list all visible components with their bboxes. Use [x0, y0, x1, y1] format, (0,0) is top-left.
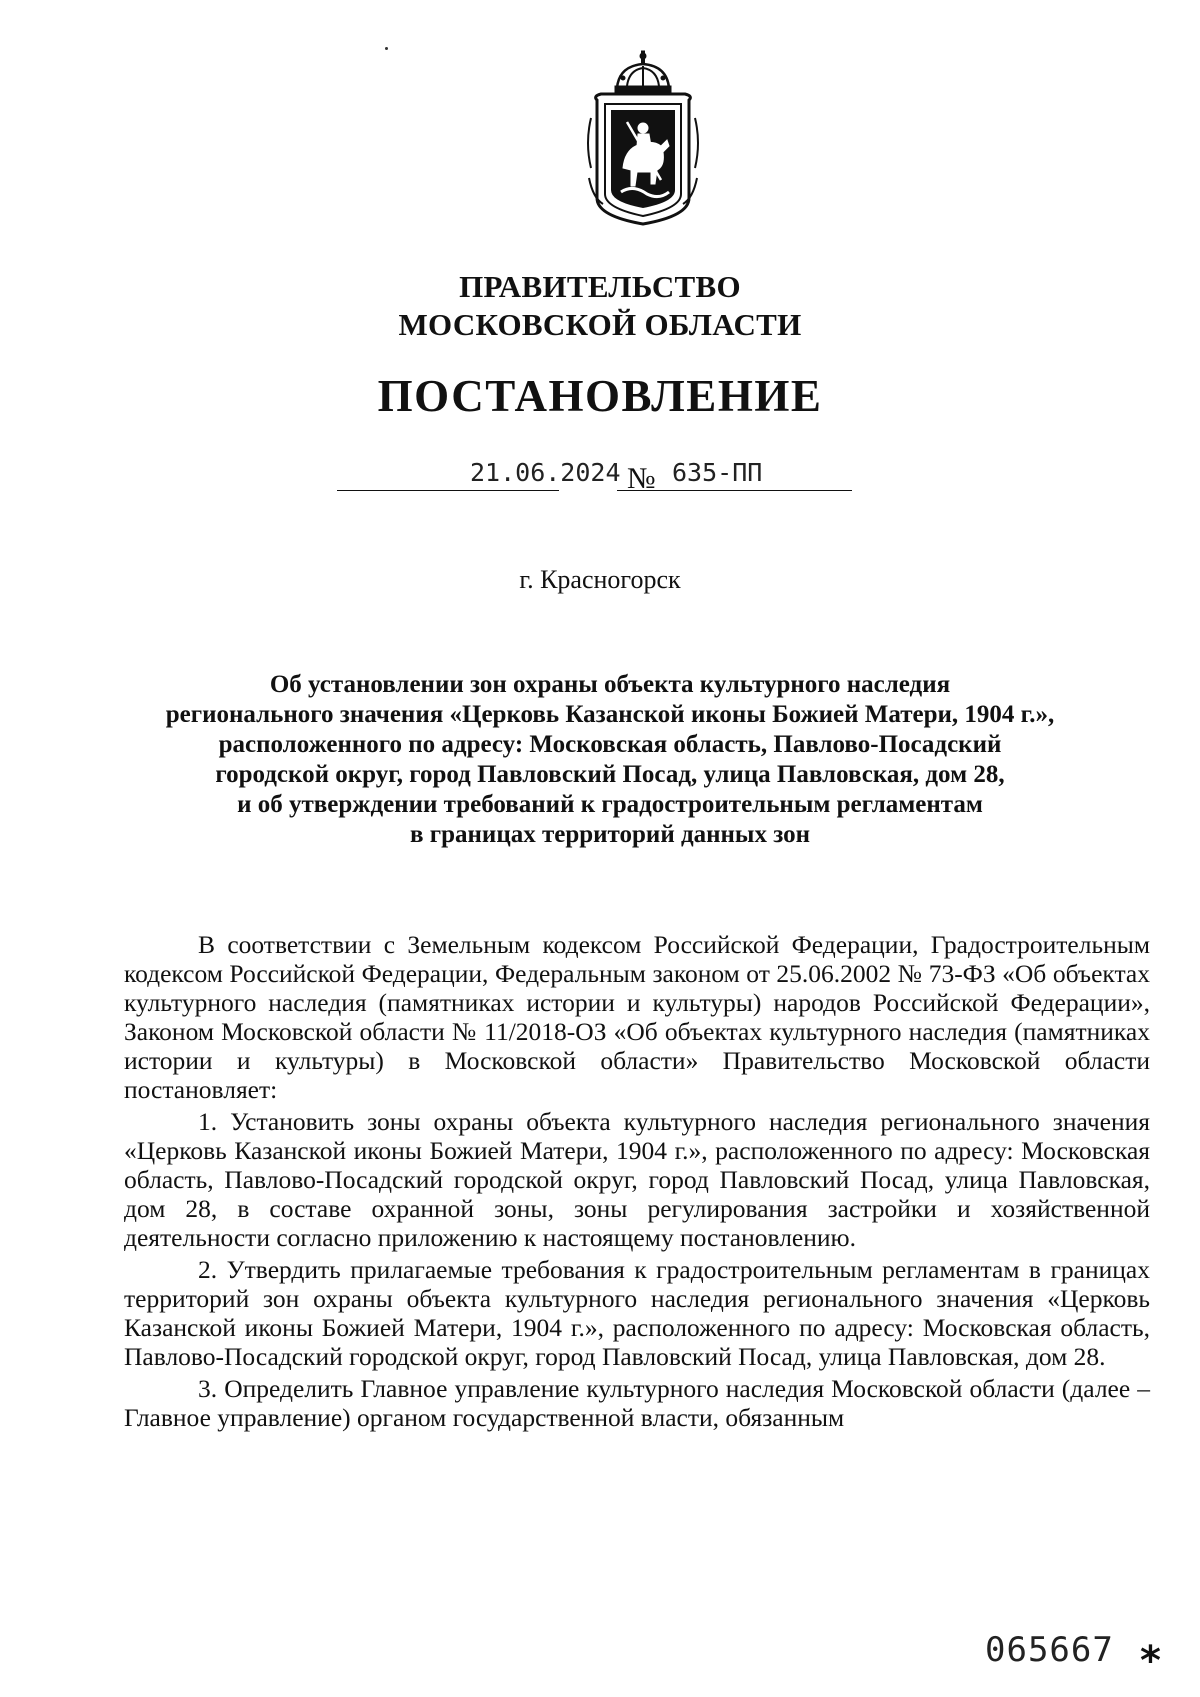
- government-line-2: МОСКОВСКОЙ ОБЛАСТИ: [398, 307, 802, 342]
- serial-number: 065667: [985, 1630, 1114, 1670]
- number-underline: [617, 490, 852, 491]
- coat-of-arms-icon: [583, 48, 703, 228]
- document-date: 21.06.2024: [470, 458, 621, 487]
- subject-line: и об утверждении требований к градостроительным регламентам: [237, 791, 983, 818]
- clause-1-paragraph: 1. Установить зоны охраны объекта культурного наследия регионального значения «Церковь Казанской иконы Божией Матери, 1904 г.», расположенного по адресу: Московская область, Павлово-Посадский городской округ, город Павловский Посад, улица Павловская, дом 28, в составе охранной зоны, зоны регулирования застройки и хозяйственной деятельности согласно приложению к настоящему постановлению.: [124, 1107, 1150, 1252]
- number-sign: №: [627, 462, 656, 495]
- document-subject: [120, 670, 1100, 850]
- document-body: [124, 930, 1150, 1435]
- clause-2-paragraph: 2. Утвердить прилагаемые требования к градостроительным регламентам в границах территорий зон охраны объекта культурного наследия регионального значения «Церковь Казанской иконы Божией Матери, 1904 г.», расположенного по адресу: Московская область, Павлово-Посадский городской округ, город Павловский Посад, улица Павловская, дом 28.: [124, 1255, 1150, 1371]
- government-title: [0, 268, 1200, 344]
- city-name: г. Красногорск: [519, 565, 681, 594]
- scan-speck: [385, 47, 388, 50]
- subject-line: городской округ, город Павловский Посад, улица Павловская, дом 28,: [215, 761, 1005, 788]
- subject-line: в границах территорий данных зон: [410, 821, 810, 848]
- date-underline: [337, 490, 559, 491]
- document-type-title: ПОСТАНОВЛЕНИЕ: [377, 371, 823, 421]
- preamble-paragraph: В соответствии с Земельным кодексом Российской Федерации, Градостроительным кодексом Российской Федерации, Федеральным законом от 25.06.2002 № 73-ФЗ «Об объектах культурного наследия (памятниках истории и культуры) народов Российской Федерации», Законом Московской области № 11/2018-ОЗ «Об объектах культурного наследия (памятниках истории и культуры) в Московской области» Правительство Московской области постановляет:: [124, 930, 1150, 1104]
- subject-line: регионального значения «Церковь Казанской иконы Божией Матери, 1904 г.»,: [165, 701, 1055, 728]
- asterisk-mark: *: [1140, 1638, 1161, 1684]
- subject-line: расположенного по адресу: Московская область, Павлово-Посадский: [218, 731, 1002, 758]
- subject-line: Об установлении зон охраны объекта культурного наследия: [269, 671, 951, 698]
- government-line-1: ПРАВИТЕЛЬСТВО: [459, 269, 741, 304]
- document-number: 635-ПП: [672, 458, 763, 487]
- clause-3-paragraph: 3. Определить Главное управление культурного наследия Московской области (далее – Главное управление) органом государственной власти, обязанным: [124, 1374, 1150, 1432]
